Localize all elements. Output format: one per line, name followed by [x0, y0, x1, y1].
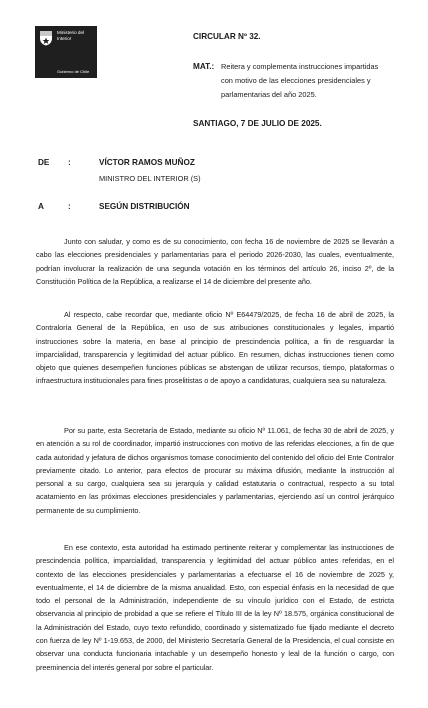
recipient: SEGÚN DISTRIBUCIÓN: [99, 202, 190, 211]
mat-line-2: con motivo de las elecciones presidenciales y: [221, 76, 371, 85]
to-label: A: [38, 202, 44, 211]
paragraph-4: En ese contexto, esta autoridad ha estimado pertinente reiterar y complementar las instrucciones de prescindencia política, imparcialidad, transparencia y legitimidad del actuar público antes referidas, en el contexto de las elecciones presidenciales y parlamentarias a efectuarse el 16 de noviembre de 2025 y, eventualmente, el 14 de diciembre de la misma anualidad. Esto, con especial énfasis en la necesidad de que todo el personal de la Administración, independiente de su vínculo jurídico con el Estado, de estricta observancia al principio de probidad a que se refiere el Título III de la ley Nº 18.575, orgánica constitucional de la Administración del Estado, cuyo texto refundido, coordinado y sistematizado fue fijado mediante el decreto con fuerza de ley Nº 1-19.653, de 2000, del Ministerio Secretaría General de la Presidencia, el cual consiste en observar una conducta funcionaria intachable y un desempeño honesto y leal de la función o cargo, con preeminencia del interés general por sobre el particular.: [36, 543, 394, 672]
sender-name: VÍCTOR RAMOS MUÑOZ: [99, 158, 195, 167]
paragraph-2: Al respecto, cabe recordar que, mediante oficio Nº E64479/2025, de fecha 16 de abril de 2025, la Contraloría General de la República, en uso de sus atribuciones constitucionales y legales, impartió instrucciones sobre la materia, en base al principio de prescindencia política, a fin de resguardar la imparcialidad, transparencia y legitimidad del actuar público. En resumen, dichas instrucciones tienen como objeto que quienes desempeñen funciones públicas se abstengan de utilizar recursos, tiempo, plataformas o infraestructura institucionales para fines proselitistas o de apoyo a candidaturas, cualquiera sea su naturaleza.: [36, 310, 394, 386]
coat-of-arms-icon: [39, 30, 53, 46]
from-label: DE: [38, 158, 50, 167]
mat-line-3: parlamentarias del año 2025.: [221, 90, 317, 99]
mat-line-1: Reitera y complementa instrucciones impartidas: [221, 62, 379, 71]
paragraph-3: Por su parte, esta Secretaría de Estado, mediante su oficio Nº 11.061, de fecha 30 de abril de 2025, y en atención a su rol de coordinador, impartió instrucciones con motivo de las referidas elecciones, a fin de que cada autoridad y jefatura de dichos organismos tomase conocimiento del contenido del oficio del Ente Contralor previamente citado. Lo anterior, para efectos de procurar su máxima difusión, mediante la instrucción al personal a su cargo, cualquiera sea su jerarquía y calidad estatutaria o contractual, respecto a su total acatamiento en las próximas elecciones presidenciales y parlamentarias, ejerciendo así un control jerárquico permanente de su cumplimiento.: [36, 426, 394, 515]
from-colon: :: [68, 158, 71, 167]
logo-text: [57, 30, 95, 41]
ministry-logo: [35, 26, 97, 78]
to-colon: :: [68, 202, 71, 211]
logo-government-label: Gobierno de Chile: [57, 69, 90, 74]
logo-line-2: Interior: [57, 35, 72, 41]
paragraph-1: Junto con saludar, y como es de su conocimiento, con fecha 16 de noviembre de 2025 se llevarán a cabo las elecciones presidenciales y parlamentarias para el periodo 2026-2030, las cuales, eventualmente, podrían involucrar la realización de una segunda votación en los términos del artículo 26, inciso 2º, de la Constitución Política de la República, a realizarse el 14 de diciembre del presente año.: [36, 237, 394, 286]
document-date: SANTIAGO, 7 DE JULIO DE 2025.: [193, 119, 322, 128]
sender-title: MINISTRO DEL INTERIOR (S): [99, 174, 201, 183]
mat-label: MAT.:: [193, 62, 215, 71]
logo-line-1: Ministerio del: [57, 30, 85, 35]
circular-number: CIRCULAR Nº 32.: [193, 32, 261, 41]
